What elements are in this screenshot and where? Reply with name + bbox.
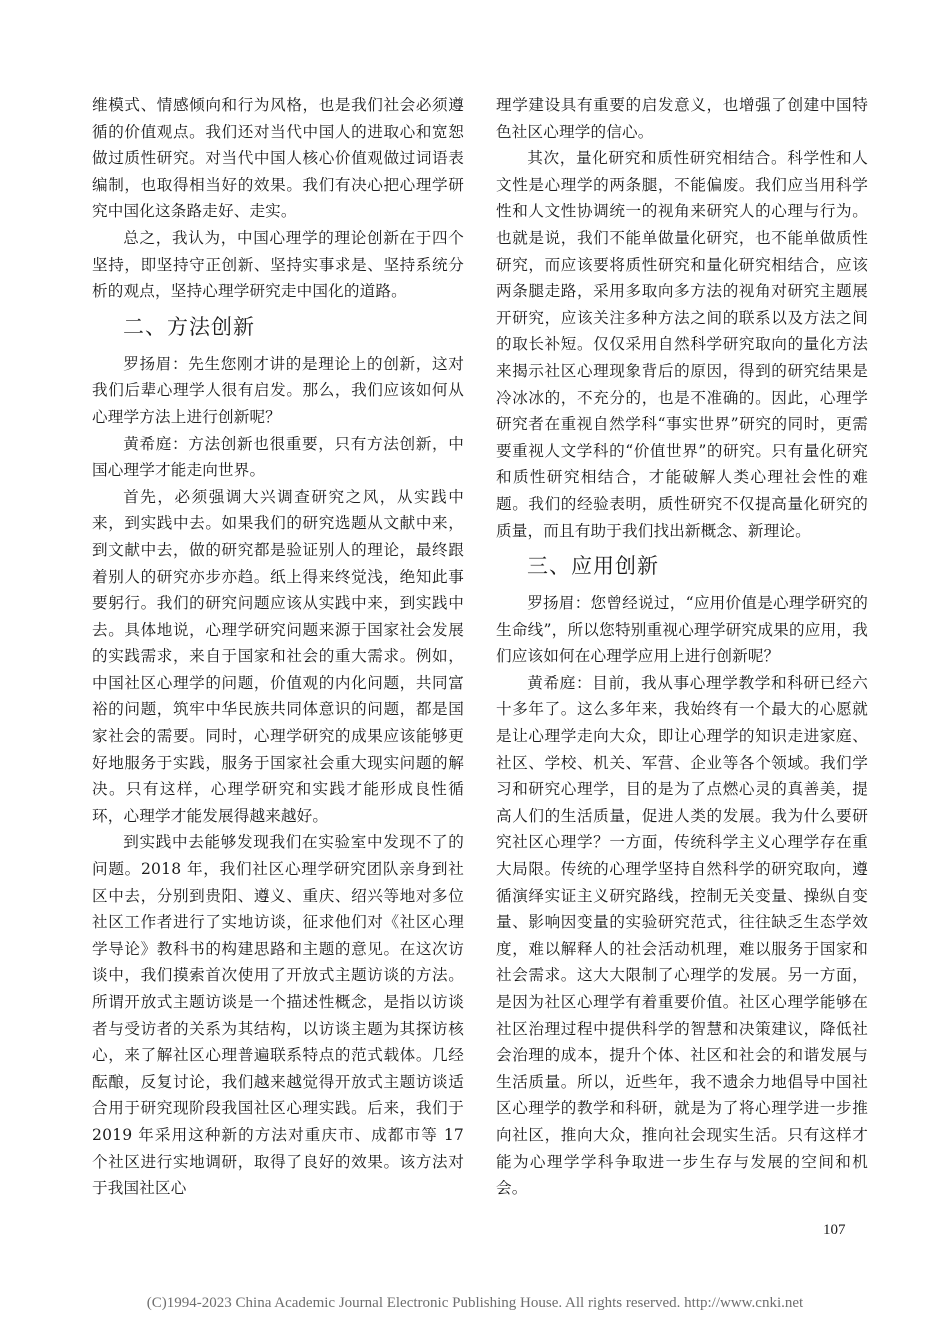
section-heading-application-innovation: 三、应用创新 <box>527 554 659 579</box>
right-paragraph-question-application: 罗扬眉：您曾经说过，“应用价值是心理学研究的生命线”，所以您特别重视心理学研究成果的应用，我们应该如何在心理学应用上进行创新呢？ <box>496 594 868 666</box>
page-number: 107 <box>823 1222 846 1238</box>
right-paragraph-continued: 理学建设具有重要的启发意义，也增强了创建中国特色社区心理学的信心。 <box>496 96 868 141</box>
left-paragraph-continued: 维模式、情感倾向和行为风格，也是我们社会必须遵循的价值观点。我们还对当代中国人的进取心和宽恕做过质性研究。对当代中国人核心价值观做过词语表编制，也取得相当好的效果。我们有决心把心理学研究中国化这条路走好、走实。 <box>92 96 464 221</box>
right-paragraph-second-point: 其次，量化研究和质性研究相结合。科学性和人文性是心理学的两条腿，不能偏废。我们应当用科学性和人文性协调统一的视角来研究人的心理与行为。也就是说，我们不能单做量化研究，也不能单做质性研究，而应该要将质性研究和量化研究相结合，应该两条腿走路，采用多取向多方法的视角对研究主题展开研究，应该关注多种方法之间的联系以及方法之间的取长补短。仅仅采用自然科学研究取向的量化方法来揭示社区心理现象背后的原因，得到的研究结果是冷冰冰的，不充分的，也是不准确的。因此，心理学研究者在重视自然学科“事实世界”研究的同时，更需要重视人文学科的“价值世界”的研究。只有量化研究和质性研究相结合，才能破解人类心理社会性的难题。我们的经验表明，质性研究不仅提高量化研究的质量，而且有助于我们找出新概念、新理论。 <box>496 149 868 540</box>
left-paragraph-answer-method: 黄希庭：方法创新也很重要，只有方法创新，中国心理学才能走向世界。 <box>92 434 464 480</box>
right-paragraph-answer-application: 黄希庭：目前，我从事心理学教学和科研已经六十多年了。这么多年来，我始终有一个最大的心愿就是让心理学走向大众，即让心理学的知识走进家庭、社区、学校、机关、军营、企业等各个领域。我们学习和研究心理学，目的是为了点燃心灵的真善美，提高人们的生活质量，促进人类的发展。我为什么要研究社区心理学？一方面，传统科学主义心理学存在重大局限。传统的心理学坚持自然科学的研究取向，遵循演绎实证主义研究路线，控制无关变量、操纵自变量、影响因变量的实验研究范式，往往缺乏生态学效度，难以解释人的社会活动机理，难以服务于国家和社会需求。这大大限制了心理学的发展。另一方面，是因为社区心理学有着重要价值。社区心理学能够在社区治理过程中提供科学的智慧和决策建议，降低社会治理的成本，提升个体、社区和社会的和谐发展与生活质量。所以，近些年，我不遗余力地倡导中国社区心理学的教学和科研，就是为了将心理学进一步推向社区，推向大众，推向社会现实生活。只有这样才能为心理学学科争取进一步生存与发展的空间和机会。 <box>496 673 868 1198</box>
left-paragraph-practice: 到实践中去能够发现我们在实验室中发现不了的问题。2018 年，我们社区心理学研究团队亲身到社区中去，分别到贵阳、遵义、重庆、绍兴等地对多位社区工作者进行了实地访谈，征求他们对《社区心理学导论》教科书的构建思路和主题的意见。在这次访谈中，我们摸索首次使用了开放式主题访谈的方法。所谓开放式主题访谈是一个描述性概念，是指以访谈者与受访者的关系为其结构，以访谈主题为其探访核心，来了解社区心理普遍联系特点的范式载体。几经酝酿，反复讨论，我们越来越觉得开放式主题访谈适合用于研究现阶段我国社区心理实践。后来，我们于 2019 年采用这种新的方法对重庆市、成都市等 17 个社区进行实地调研，取得了良好的效果。该方法对于我国社区心 <box>92 833 464 1198</box>
left-paragraph-question-method: 罗扬眉：先生您刚才讲的是理论上的创新，这对我们后辈心理学人很有启发。那么，我们应该如何从心理学方法上进行创新呢？ <box>92 354 464 426</box>
left-paragraph-first-point: 首先，必须强调大兴调查研究之风，从实践中来，到实践中去。如果我们的研究选题从文献中来，到文献中去，做的研究都是验证别人的理论，最终跟着别人的研究亦步亦趋。纸上得来终觉浅，绝知此事要躬行。我们的研究问题应该从实践中来，到实践中去。具体地说，心理学研究问题来源于国家社会发展的实践需求，来自于国家和社会的重大需求。例如，中国社区心理学的问题，价值观的内化问题，共同富裕的问题，筑牢中华民族共同体意识的问题，都是国家社会的需要。同时，心理学研究的成果应该能够更好地服务于实践，服务于国家社会重大现实问题的解决。只有这样，心理学研究和实践才能形成良性循环，心理学才能发展得越来越好。 <box>92 487 464 825</box>
section-heading-method-innovation: 二、方法创新 <box>123 314 255 339</box>
copyright-footer: (C)1994-2023 China Academic Journal Electronic Publishing House. All rights reserved. http://www.cnki.net <box>146 1295 804 1311</box>
right-column <box>496 92 868 1202</box>
left-column <box>92 92 464 1202</box>
left-paragraph-summary: 总之，我认为，中国心理学的理论创新在于四个坚持，即坚持守正创新、坚持实事求是、坚持系统分析的观点，坚持心理学研究走中国化的道路。 <box>92 228 464 301</box>
